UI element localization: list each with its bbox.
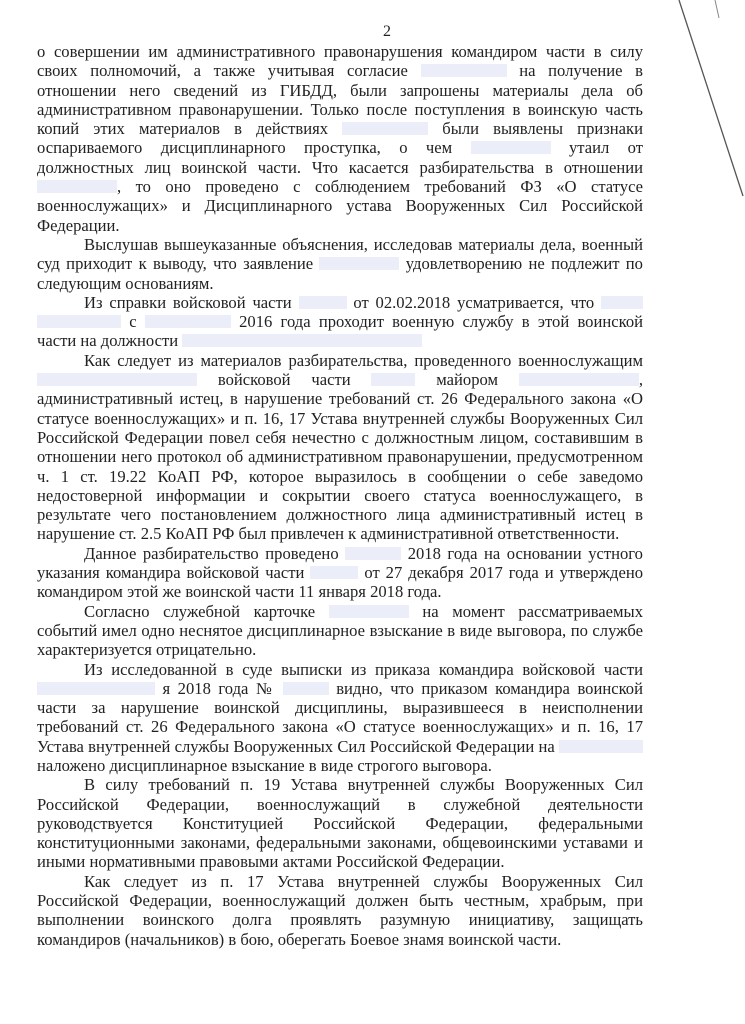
paragraph: Из исследованной в суде выписки из приказа командира войсковой части я 2018 года № видно, что приказом командира воинской части за нарушение воинской дисциплины, выразившееся в неисполнении требований ст. 26 Федерального закона «О статусе военнослужащих» и п. 16, 17 Устава внутренней службы Вооруженных Сил Российской Федерации на наложено дисциплинарное взыскание в виде строгого выговора.: [37, 659, 643, 775]
redaction: [319, 257, 399, 270]
paragraph: Данное разбирательство проведено 2018 года на основании устного указания командира войсковой части от 27 декабря 2017 года и утверждено командиром этой же воинской части 11 января 2018 года.: [37, 543, 643, 602]
redaction: [371, 373, 415, 386]
redaction: [37, 315, 121, 328]
redaction: [283, 682, 329, 695]
redaction: [37, 180, 117, 193]
paragraph: Как следует из п. 17 Устава внутренней службы Вооруженных Сил Российской Федерации, военнослужащий должен быть честным, храбрым, при выполнении воинского долга проявлять разумную инициативу, защищать командиров (начальников) в бою, оберегать Боевое знамя воинской части.: [37, 871, 643, 949]
redaction: [471, 141, 551, 154]
paragraph: Как следует из материалов разбирательства, проведенного военнослужащим войсковой части майором , административный истец, в нарушение требований ст. 26 Федерального закона «О статусе военнослужащих» и п. 16, 17 Устава внутренней службы Вооруженных Сил Российской Федерации повел себя нечестно с должностным лицом, составившим в отношении него протокол об административном правонарушении, предусмотренном ч. 1 ст. 19.22 КоАП РФ, которое выразилось в сообщении о себе заведомо недостоверной информации и сокрытии своего статуса военнослужащего, в результате чего постановлением должностного лица административный истец в нарушение ст. 2.5 КоАП РФ был привлечен к административной ответственности.: [37, 350, 644, 544]
redaction: [182, 334, 422, 347]
redaction: [559, 740, 643, 753]
paragraph: В силу требований п. 19 Устава внутренней службы Вооруженных Сил Российской Федерации, военнослужащий в служебной деятельности руководствуется Конституцией Российской Федерации, федеральными конституционными законами, федеральными законами, общевоинскими уставами и иными нормативными правовыми актами Российской Федерации.: [37, 775, 643, 872]
paragraph: Из справки войсковой части от 02.02.2018 усматривается, что с 2016 года проходит военную службу в этой воинской части на должности: [37, 292, 643, 351]
paragraph: Согласно служебной карточке на момент рассматриваемых событий имел одно неснятое дисциплинарное взыскание в виде выговора, по службе характеризуется отрицательно.: [37, 601, 643, 660]
redaction: [601, 296, 643, 309]
paragraph: о совершении им административного правонарушения командиром части в силу своих полномочий, а также учитывая согласие на получение в отношении него сведений из ГИБДД, были запрошены материалы дела об административном правонарушении. Только после поступления в воинскую часть копий этих материалов в действиях были выявлены признаки оспариваемого дисциплинарного проступка, о чем утаил от должностных лиц воинской части. Что касается разбирательства в отношении , то оно проведено с соблюдением требований ФЗ «О статусе военнослужащих» и Дисциплинарного устава Вооруженных Сил Российской Федерации.: [37, 42, 643, 235]
redaction: [329, 605, 409, 618]
page-number: 2: [383, 23, 391, 40]
paragraph: Выслушав вышеуказанные объяснения, исследовав материалы дела, военный суд приходит к выводу, что заявление удовлетворению не подлежит по следующим основаниям.: [37, 234, 643, 293]
redaction: [421, 64, 507, 77]
redaction: [342, 122, 428, 135]
scan-edge-line: [675, 0, 745, 200]
redaction: [299, 296, 347, 309]
redaction: [145, 315, 231, 328]
redaction: [310, 566, 358, 579]
document-body: [37, 42, 643, 949]
redaction: [37, 682, 155, 695]
redaction: [345, 547, 401, 560]
redaction: [519, 373, 639, 386]
redaction: [37, 373, 197, 386]
